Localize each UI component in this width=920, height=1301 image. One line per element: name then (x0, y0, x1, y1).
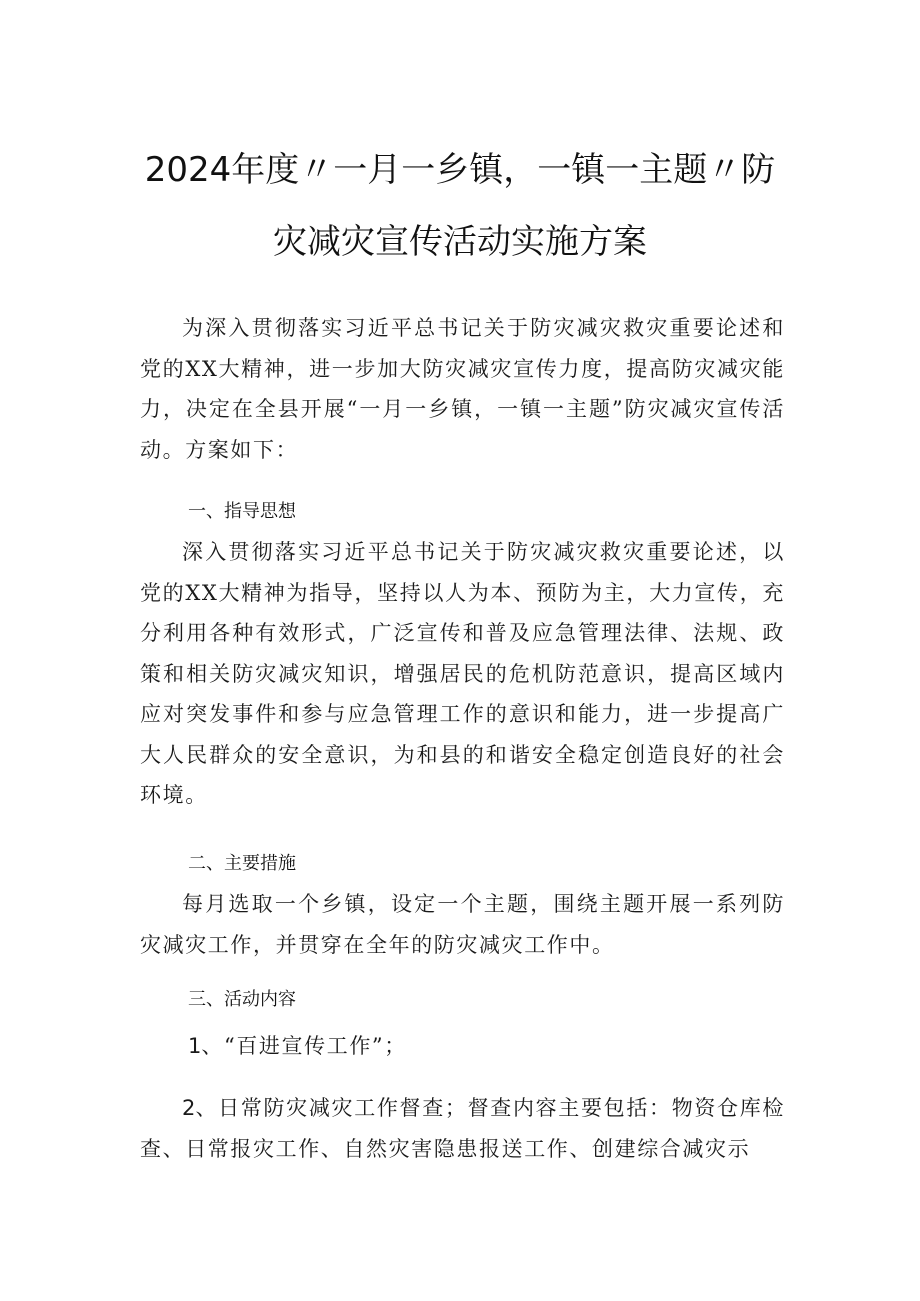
intro-paragraph: 为深入贯彻落实习近平总书记关于防灾减灾救灾重要论述和党的XX大精神，进一步加大防灾减灾宣传力度，提高防灾减灾能力，决定在全县开展“一月一乡镇，一镇一主题”防灾减灾宣传活动。方案如下： (140, 316, 785, 462)
section-heading-guiding-thought: 一、指导思想 (188, 501, 296, 522)
section-body-main-measures: 每月选取一个乡镇，设定一个主题，围绕主题开展一系列防灾减灾工作，并贯穿在全年的防灾减灾工作中。 (140, 892, 785, 957)
list-item-number: 2 (182, 1096, 196, 1120)
section-heading-activity-content: 三、活动内容 (188, 989, 296, 1010)
section-heading-main-measures: 二、主要措施 (188, 853, 296, 874)
document-title-line-2: 灾减灾宣传活动实施方案 (273, 222, 647, 262)
list-item-separator: 、 (195, 1096, 219, 1120)
list-item-separator: 、 (201, 1034, 224, 1058)
list-item-number: 1 (188, 1034, 202, 1058)
list-item-text: “百进宣传工作”； (223, 1034, 407, 1058)
document-title-line-1: 2024年度〃一月一乡镇，一镇一主题〃防 (144, 150, 776, 190)
section-body-guiding-thought: 深入贯彻落实习近平总书记关于防灾减灾救灾重要论述，以党的XX大精神为指导，坚持以人为本、预防为主，大力宣传，充分利用各种有效形式，广泛宣传和普及应急管理法律、法规、政策和相关防灾减灾知识，增强居民的危机防范意识，提高区域内应对突发事件和参与应急管理工作的意识和能力，进一步提高广大人民群众的安全意识，为和县的和谐安全稳定创造良好的社会环境。 (140, 540, 785, 807)
list-item (140, 1088, 785, 1169)
list-item (188, 1026, 407, 1066)
list-item-text: 日常防灾减灾工作督查；督查内容主要包括：物资仓库检查、日常报灾工作、自然灾害隐患报送工作、创建综合减灾示 (140, 1096, 785, 1161)
